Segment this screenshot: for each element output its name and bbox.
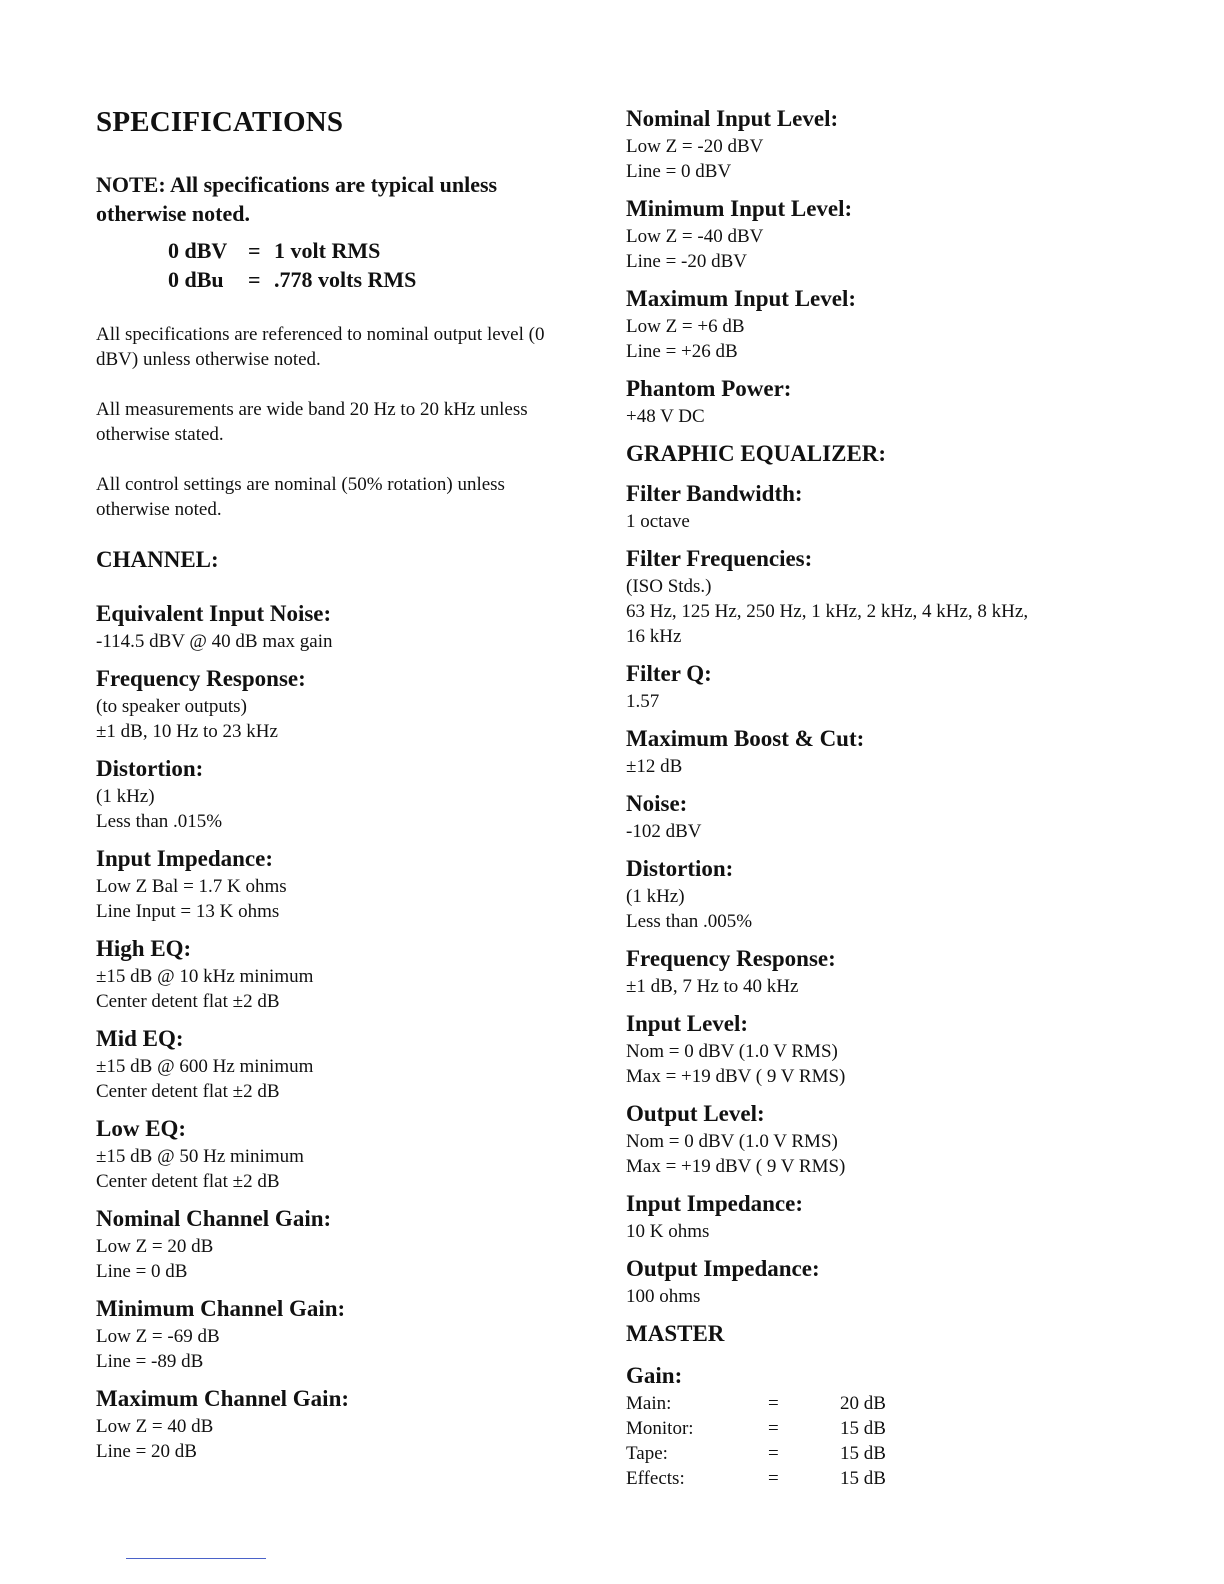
spec-value: 100 ohms xyxy=(626,1286,701,1307)
spec-heading: Input Level: xyxy=(626,1011,749,1036)
spec-value: (ISO Stds.) xyxy=(626,576,712,597)
spec-heading: Noise: xyxy=(626,791,688,816)
spec-heading: Output Impedance: xyxy=(626,1256,820,1281)
spec-heading: Input Impedance: xyxy=(626,1191,804,1216)
gain-equals: = xyxy=(768,1443,779,1464)
spec-value: +48 V DC xyxy=(626,406,705,427)
spec-value: Low Z Bal = 1.7 K ohms xyxy=(96,876,287,897)
spec-value: -102 dBV xyxy=(626,821,702,842)
spec-heading: High EQ: xyxy=(96,936,192,961)
spec-value: Less than .015% xyxy=(96,811,223,832)
spec-value: ±1 dB, 7 Hz to 40 kHz xyxy=(626,976,799,997)
gain-equals: = xyxy=(768,1393,779,1414)
spec-value: Less than .005% xyxy=(626,911,753,932)
gain-value: 15 dB xyxy=(840,1443,886,1464)
spec-value: 63 Hz, 125 Hz, 250 Hz, 1 kHz, 2 kHz, 4 kHz, 8 kHz, xyxy=(626,601,1029,622)
spec-heading: Maximum Channel Gain: xyxy=(96,1386,350,1411)
spec-heading: Low EQ: xyxy=(96,1116,187,1141)
spec-value: Line = 20 dB xyxy=(96,1441,197,1462)
spec-value: Max = +19 dBV ( 9 V RMS) xyxy=(626,1066,846,1087)
section-title-channel: CHANNEL: xyxy=(96,547,219,572)
general-note: NOTE: All specifications are typical unless otherwise noted. xyxy=(96,172,498,226)
spec-value: -114.5 dBV @ 40 dB max gain xyxy=(96,631,333,652)
reference-equals: = xyxy=(248,267,261,292)
spec-heading: Distortion: xyxy=(626,856,734,881)
spec-value: Nom = 0 dBV (1.0 V RMS) xyxy=(626,1131,838,1152)
spec-heading: Output Level: xyxy=(626,1101,765,1126)
spec-value: Low Z = -40 dBV xyxy=(626,226,764,247)
spec-heading: Maximum Input Level: xyxy=(626,286,856,311)
spec-heading: Equivalent Input Noise: xyxy=(96,601,332,626)
spec-value: 10 K ohms xyxy=(626,1221,710,1242)
spec-heading: Frequency Response: xyxy=(96,666,306,691)
spec-value: 1.57 xyxy=(626,691,660,712)
gain-value: 15 dB xyxy=(840,1418,886,1439)
spec-value: Line = -89 dB xyxy=(96,1351,204,1372)
reference-row xyxy=(168,238,381,264)
spec-heading: Mid EQ: xyxy=(96,1026,184,1051)
note-paragraph: All specifications are referenced to nominal output level (0 dBV) unless otherwise noted. xyxy=(96,324,545,370)
gain-label: Effects: xyxy=(626,1468,685,1489)
spec-value: Low Z = +6 dB xyxy=(626,316,745,337)
spec-heading: Phantom Power: xyxy=(626,376,792,401)
note-paragraph: All measurements are wide band 20 Hz to 20 kHz unless otherwise stated. xyxy=(96,399,528,445)
spec-value: Low Z = -69 dB xyxy=(96,1326,220,1347)
spec-value: Low Z = 20 dB xyxy=(96,1236,214,1257)
section-title-master: MASTER xyxy=(626,1321,725,1346)
gain-label: Main: xyxy=(626,1393,672,1414)
spec-value: Max = +19 dBV ( 9 V RMS) xyxy=(626,1156,846,1177)
spec-value: ±12 dB xyxy=(626,756,683,777)
spec-value: Center detent flat ±2 dB xyxy=(96,991,280,1012)
spec-heading: Minimum Input Level: xyxy=(626,196,853,221)
spec-heading: Maximum Boost & Cut: xyxy=(626,726,865,751)
spec-heading: Nominal Input Level: xyxy=(626,106,839,131)
spec-value: ±15 dB @ 600 Hz minimum xyxy=(96,1056,314,1077)
spec-value: Center detent flat ±2 dB xyxy=(96,1171,280,1192)
spec-heading: Filter Bandwidth: xyxy=(626,481,803,506)
note-paragraph: All control settings are nominal (50% rotation) unless otherwise noted. xyxy=(96,474,505,520)
spec-value: Line = 0 dBV xyxy=(626,161,732,182)
reference-value: .778 volts RMS xyxy=(274,267,417,292)
spec-heading: Input Impedance: xyxy=(96,846,274,871)
spec-value: Line = +26 dB xyxy=(626,341,738,362)
spec-value: Nom = 0 dBV (1.0 V RMS) xyxy=(626,1041,838,1062)
spec-value: Center detent flat ±2 dB xyxy=(96,1081,280,1102)
spec-value: Low Z = 40 dB xyxy=(96,1416,214,1437)
section-title-graphic-eq: GRAPHIC EQUALIZER: xyxy=(626,441,887,466)
spec-heading: Minimum Channel Gain: xyxy=(96,1296,346,1321)
gain-label: Monitor: xyxy=(626,1418,694,1439)
spec-value: ±1 dB, 10 Hz to 23 kHz xyxy=(96,721,278,742)
spec-value: Line = -20 dBV xyxy=(626,251,748,272)
spec-value: Line Input = 13 K ohms xyxy=(96,901,280,922)
gain-value: 15 dB xyxy=(840,1468,886,1489)
gain-equals: = xyxy=(768,1418,779,1439)
spec-heading: Gain: xyxy=(626,1363,683,1388)
spec-value: ±15 dB @ 10 kHz minimum xyxy=(96,966,314,987)
spec-heading: Filter Frequencies: xyxy=(626,546,813,571)
spec-value: (1 kHz) xyxy=(96,786,155,807)
reference-value: 1 volt RMS xyxy=(274,238,381,263)
spec-value: 1 octave xyxy=(626,511,690,532)
reference-unit: 0 dBu xyxy=(168,267,224,292)
footer-rule xyxy=(126,1558,266,1559)
gain-label: Tape: xyxy=(626,1443,668,1464)
spec-value: (to speaker outputs) xyxy=(96,696,247,717)
spec-heading: Nominal Channel Gain: xyxy=(96,1206,332,1231)
spec-value: (1 kHz) xyxy=(626,886,685,907)
reference-unit: 0 dBV xyxy=(168,238,228,263)
spec-heading: Frequency Response: xyxy=(626,946,836,971)
page-title: SPECIFICATIONS xyxy=(96,106,344,138)
spec-value: Low Z = -20 dBV xyxy=(626,136,764,157)
gain-value: 20 dB xyxy=(840,1393,886,1414)
reference-equals: = xyxy=(248,238,261,263)
gain-equals: = xyxy=(768,1468,779,1489)
spec-heading: Distortion: xyxy=(96,756,204,781)
spec-value: 16 kHz xyxy=(626,626,682,647)
spec-value: Line = 0 dB xyxy=(96,1261,188,1282)
spec-value: ±15 dB @ 50 Hz minimum xyxy=(96,1146,304,1167)
spec-heading: Filter Q: xyxy=(626,661,712,686)
reference-row xyxy=(168,267,417,293)
